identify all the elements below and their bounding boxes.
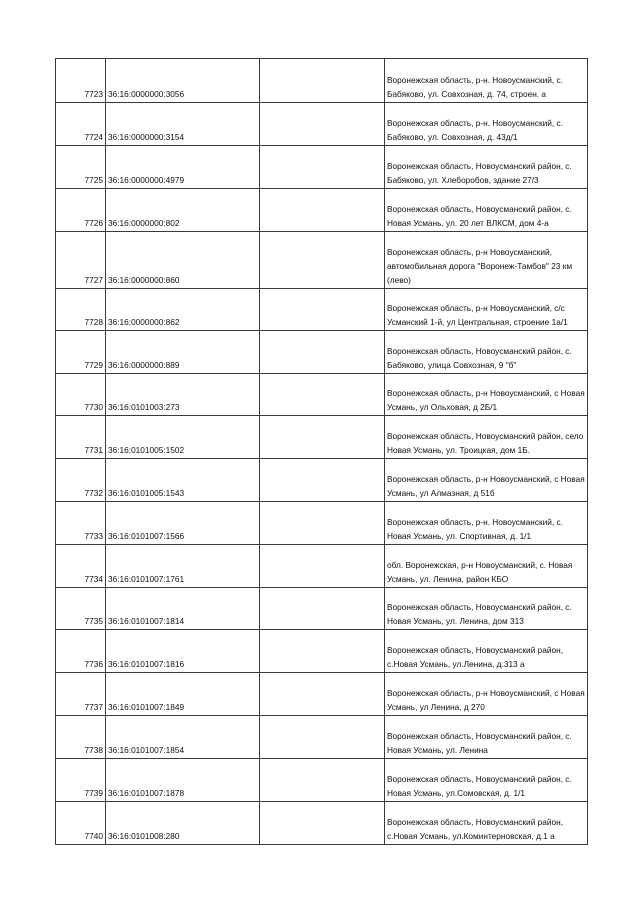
- cadastral-number: 36:16:0000000:4979: [106, 146, 260, 189]
- address-cell: Воронежская область, р-н. Новоусманский, с. Новая Усмань, ул. Спортивная, д. 1/1: [385, 502, 588, 545]
- table-row: [56, 416, 588, 459]
- address-cell: Воронежская область, Новоусманский район, с. Бабяково, улица Совхозная, 9 "б": [385, 331, 588, 374]
- address-cell: Воронежская область, Новоусманский район, с. Бабяково, ул. Хлеборобов, здание 27/3: [385, 146, 588, 189]
- address-cell: Воронежская область, Новоусманский район, с. Новая Усмань, ул.Сомовская, д. 1/1: [385, 759, 588, 802]
- table-row: [56, 630, 588, 673]
- row-number: 7733: [56, 502, 106, 545]
- empty-cell: [260, 545, 385, 588]
- cadastral-number: 36:16:0101003:273: [106, 374, 260, 416]
- table-row: [56, 716, 588, 759]
- empty-cell: [260, 673, 385, 716]
- row-number: 7726: [56, 189, 106, 232]
- table-row: [56, 545, 588, 588]
- empty-cell: [260, 374, 385, 416]
- row-number: 7735: [56, 588, 106, 630]
- cadastral-number: 36:16:0000000:889: [106, 331, 260, 374]
- empty-cell: [260, 59, 385, 103]
- row-number: 7740: [56, 802, 106, 845]
- address-cell: Воронежская область, р-н. Новоусманский, с. Бабяково, ул. Совхозная, д. 43д/1: [385, 103, 588, 146]
- row-number: 7728: [56, 289, 106, 331]
- address-cell: Воронежская область, Новоусманский район, с.Новая Усмань, ул.Ленина, д.313 а: [385, 630, 588, 673]
- row-number: 7731: [56, 416, 106, 459]
- table-row: [56, 289, 588, 331]
- empty-cell: [260, 630, 385, 673]
- empty-cell: [260, 331, 385, 374]
- row-number: 7730: [56, 374, 106, 416]
- address-cell: Воронежская область, р-н Новоусманский, с Новая Усмань, ул Алмазная, д 51б: [385, 459, 588, 502]
- table-row: [56, 588, 588, 630]
- row-number: 7725: [56, 146, 106, 189]
- empty-cell: [260, 588, 385, 630]
- table-row: [56, 146, 588, 189]
- row-number: 7737: [56, 673, 106, 716]
- row-number: 7727: [56, 232, 106, 289]
- cadastral-number: 36:16:0101007:1761: [106, 545, 260, 588]
- empty-cell: [260, 502, 385, 545]
- table-row: [56, 59, 588, 103]
- registry-table-body: [56, 59, 588, 845]
- empty-cell: [260, 802, 385, 845]
- cadastral-number: 36:16:0101007:1816: [106, 630, 260, 673]
- table-row: [56, 232, 588, 289]
- table-row: [56, 189, 588, 232]
- row-number: 7723: [56, 59, 106, 103]
- row-number: 7734: [56, 545, 106, 588]
- address-cell: Воронежская область, р-н Новоусманский, автомобильная дорога "Воронеж-Тамбов" 23 км (лево): [385, 232, 588, 289]
- table-row: [56, 802, 588, 845]
- address-cell: Воронежская область, р-н. Новоусманский, с. Бабяково, ул. Совхозная, д. 74, строен. а: [385, 59, 588, 103]
- row-number: 7732: [56, 459, 106, 502]
- cadastral-number: 36:16:0000000:860: [106, 232, 260, 289]
- row-number: 7738: [56, 716, 106, 759]
- empty-cell: [260, 416, 385, 459]
- cadastral-number: 36:16:0101007:1849: [106, 673, 260, 716]
- row-number: 7736: [56, 630, 106, 673]
- row-number: 7739: [56, 759, 106, 802]
- table-row: [56, 759, 588, 802]
- cadastral-number: 36:16:0000000:3154: [106, 103, 260, 146]
- address-cell: Воронежская область, р-н Новоусманский, с/с Усманский 1-й, ул Центральная, строение 1а/1: [385, 289, 588, 331]
- table-row: [56, 673, 588, 716]
- table-row: [56, 103, 588, 146]
- row-number: 7729: [56, 331, 106, 374]
- address-cell: Воронежская область, Новоусманский район, с. Новая Усмань, ул. Ленина, дом 313: [385, 588, 588, 630]
- cadastral-number: 36:16:0000000:802: [106, 189, 260, 232]
- cadastral-number: 36:16:0101007:1854: [106, 716, 260, 759]
- empty-cell: [260, 716, 385, 759]
- cadastral-number: 36:16:0101005:1502: [106, 416, 260, 459]
- table-row: [56, 459, 588, 502]
- empty-cell: [260, 146, 385, 189]
- empty-cell: [260, 189, 385, 232]
- cadastral-number: 36:16:0000000:862: [106, 289, 260, 331]
- address-cell: обл. Воронежская, р-н Новоусманский, с. Новая Усмань, ул. Ленина, район КБО: [385, 545, 588, 588]
- table-row: [56, 331, 588, 374]
- table-row: [56, 502, 588, 545]
- cadastral-number: 36:16:0101005:1543: [106, 459, 260, 502]
- address-cell: Воронежская область, Новоусманский район, село Новая Усмань, ул. Троицкая, дом 1Б.: [385, 416, 588, 459]
- cadastral-number: 36:16:0101007:1814: [106, 588, 260, 630]
- address-cell: Воронежская область, Новоусманский район, с. Новая Усмань, ул. Ленина: [385, 716, 588, 759]
- cadastral-number: 36:16:0000000:3056: [106, 59, 260, 103]
- empty-cell: [260, 232, 385, 289]
- empty-cell: [260, 103, 385, 146]
- empty-cell: [260, 289, 385, 331]
- address-cell: Воронежская область, р-н Новоусманский, с Новая Усмань, ул Ольховая, д 2Б/1: [385, 374, 588, 416]
- address-cell: Воронежская область, Новоусманский район, с. Новая Усмань, ул. 20 лет ВЛКСМ, дом 4-а: [385, 189, 588, 232]
- row-number: 7724: [56, 103, 106, 146]
- address-cell: Воронежская область, р-н Новоусманский, с Новая Усмань, ул Ленина, д 270: [385, 673, 588, 716]
- address-cell: Воронежская область, Новоусманский район, с.Новая Усмань, ул.Коминтерновская, д.1 а: [385, 802, 588, 845]
- cadastral-number: 36:16:0101007:1878: [106, 759, 260, 802]
- cadastral-number: 36:16:0101007:1566: [106, 502, 260, 545]
- registry-table: [55, 58, 588, 845]
- empty-cell: [260, 759, 385, 802]
- cadastral-number: 36:16:0101008:280: [106, 802, 260, 845]
- empty-cell: [260, 459, 385, 502]
- table-row: [56, 374, 588, 416]
